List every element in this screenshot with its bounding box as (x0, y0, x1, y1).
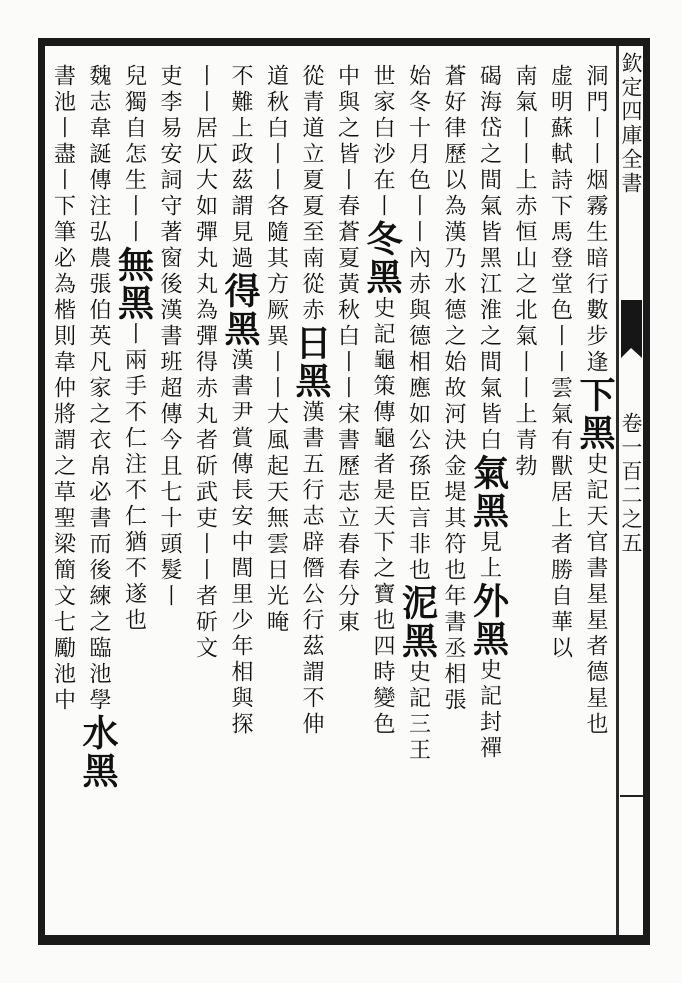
entry-text: 始冬十月色丨丨內赤與德相應如公孫臣言非也 (405, 64, 431, 584)
text-column (469, 64, 509, 926)
entry-headword: 冬黑 (361, 220, 403, 296)
entry-headword: 泥黑 (396, 584, 439, 660)
text-column (78, 64, 118, 926)
frame-border-bottom (38, 935, 650, 945)
book-title: 欽定四庫全書 (619, 52, 643, 196)
fishtail-mark (621, 300, 642, 348)
text-column (291, 64, 331, 926)
entry-text: 兒獨自怎生丨丨 (121, 64, 147, 246)
margin-rule (620, 795, 643, 797)
frame-border-top (38, 38, 650, 46)
entry-text: 史記龜策傳龜者是天下之寶也四時變色 (370, 296, 395, 738)
text-column (220, 64, 260, 926)
entry-text: 勃 (512, 454, 537, 480)
entry-text: 不難上政茲謂見過 (228, 64, 253, 272)
entry-text: 書丞相張 (441, 610, 466, 714)
entry-text: 丨丨居仄大如彈丸 (192, 64, 218, 272)
entry-text: 見上 (476, 530, 502, 582)
text-column (149, 64, 189, 926)
text-column (362, 64, 402, 926)
text-column (327, 64, 367, 926)
entry-text: 虚明蘇軾詩下馬登堂色丨丨 (547, 64, 573, 376)
entry-headword: 水黑 (77, 714, 119, 790)
entry-text: 史記天官書星星者德星也 (583, 452, 608, 738)
entry-text: 蒼好律歷以為漢乃水德之始故河決金堤其符也年 (441, 64, 466, 610)
entry-text: 丸為彈得赤丸者斫武吏丨丨者斫文 (192, 272, 218, 662)
entry-text: 史記三王 (405, 660, 431, 764)
text-column (433, 64, 473, 926)
entry-text: 厥異丨丨大風起天無雲日光晻 (263, 298, 289, 636)
entry-headword: 下黑 (574, 376, 616, 452)
entry-text: 漢書五行志辟僭公行茲謂不伸 (299, 400, 324, 738)
entry-headword: 日黑 (290, 324, 332, 400)
entry-headword: 得黑 (219, 272, 261, 348)
entry-text: 雲氣有獸居上者勝自華以 (547, 376, 573, 662)
frame-border-right (643, 38, 650, 945)
text-column (256, 64, 296, 926)
entry-text: 南氣丨丨上赤恒山之北氣丨丨上青 (512, 64, 537, 454)
entry-text: 魏志韋誕傳注弘農張伯英凡家之衣帛必書而後練之臨池學 (86, 64, 111, 714)
text-column (43, 64, 83, 926)
entry-headword: 無黑 (112, 246, 155, 322)
text-column (540, 64, 580, 926)
entry-text: 史記封禪 (476, 658, 502, 762)
entry-text: 春蒼夏黃秋白丨丨宋書歷志立春春分東 (334, 194, 360, 636)
entry-text: 道秋白丨丨各隨其方 (263, 64, 289, 298)
entry-headword: 氣黑 (467, 454, 510, 530)
entry-text: 書池丨盡丨下筆必為楷則韋仲將謂之草聖梁簡文七勵池中 (50, 64, 76, 714)
entry-text: 碣海岱之間氣皆黑江淮之間氣皆白 (476, 64, 502, 454)
entry-text: 後漢書班超傳今且七十頭髮丨 (157, 272, 182, 610)
text-column (504, 64, 544, 926)
text-column (185, 64, 225, 926)
text-column (398, 64, 438, 926)
entry-text: 丨兩手不仁注不仁猶不遂也 (121, 322, 147, 634)
volume-label: 卷一百二之五 (619, 412, 643, 556)
entry-text: 吏李易安詞守著窗 (157, 64, 182, 272)
entry-text: 從青道立夏夏至南從赤 (299, 64, 324, 324)
entry-text: 漢書尹賞傳長安中閭里少年相與探 (228, 348, 253, 738)
text-column (114, 64, 154, 926)
entry-headword: 外黑 (467, 582, 510, 658)
entry-text: 中與之皆丨 (334, 64, 360, 194)
entry-text: 世家白沙在丨 (370, 64, 395, 220)
entry-text: 洞門丨丨烟霧生暗行數步逢 (583, 64, 608, 376)
text-column (575, 64, 615, 926)
